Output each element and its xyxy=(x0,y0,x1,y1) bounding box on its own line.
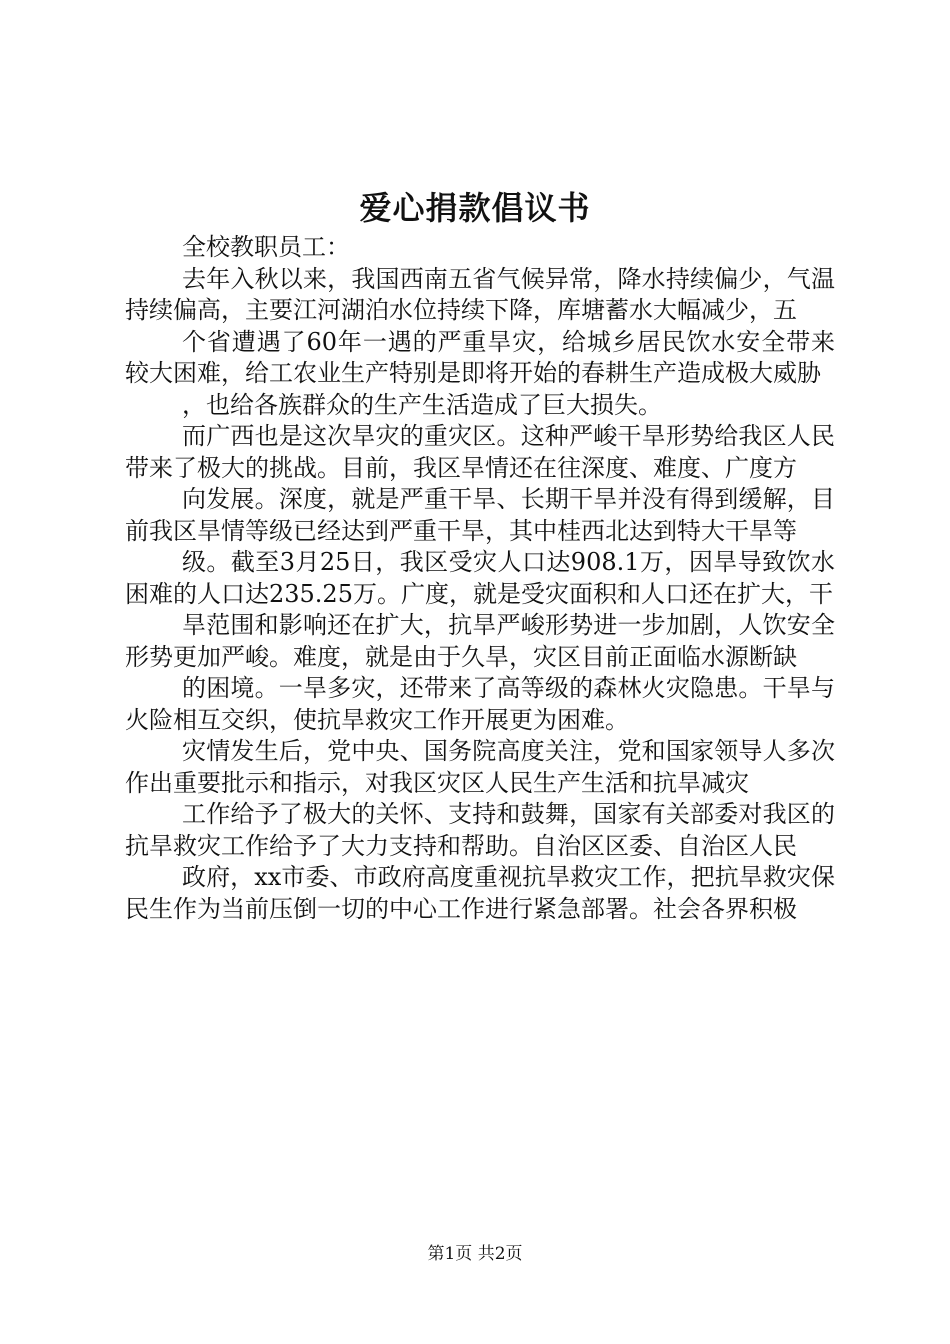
paragraph: 而广西也是这次旱灾的重灾区。这种严峻干旱形势给我区人民带来了极大的挑战。目前，我区旱情还在往深度、难度、广度方 xyxy=(125,422,835,482)
paragraph: 灾情发生后，党中央、国务院高度关注，党和国家领导人多次作出重要批示和指示，对我区灾区人民生产生活和抗旱减灾 xyxy=(125,737,835,797)
document-body xyxy=(125,232,835,925)
paragraph: 工作给予了极大的关怀、支持和鼓舞，国家有关部委对我区的抗旱救灾工作给予了大力支持和帮助。自治区区委、自治区人民 xyxy=(125,800,835,860)
paragraph: 个省遭遇了60年一遇的严重旱灾，给城乡居民饮水安全带来较大困难，给工农业生产特别是即将开始的春耕生产造成极大威胁 xyxy=(125,327,835,387)
paragraph: 的困境。一旱多灾，还带来了高等级的森林火灾隐患。干旱与火险相互交织，使抗旱救灾工作开展更为困难。 xyxy=(125,674,835,734)
salutation: 全校教职员工： xyxy=(182,233,350,261)
paragraph: 级。截至3月25日，我区受灾人口达908.1万，因旱导致饮水困难的人口达235.25万。广度，就是受灾面积和人口还在扩大，干 xyxy=(125,548,835,608)
paragraph: 向发展。深度，就是严重干旱、长期干旱并没有得到缓解，目前我区旱情等级已经达到严重干旱，其中桂西北达到特大干旱等 xyxy=(125,485,835,545)
paragraph: 旱范围和影响还在扩大，抗旱严峻形势进一步加剧，人饮安全形势更加严峻。难度，就是由于久旱，灾区目前正面临水源断缺 xyxy=(125,611,835,671)
paragraph: 政府，xx市委、市政府高度重视抗旱救灾工作，把抗旱救灾保民生作为当前压倒一切的中心工作进行紧急部署。社会各界积极 xyxy=(125,863,835,923)
page-number-footer: 第1页 共2页 xyxy=(427,1244,523,1264)
paragraph: 去年入秋以来，我国西南五省气候异常，降水持续偏少，气温持续偏高，主要江河湖泊水位持续下降，库塘蓄水大幅减少，五 xyxy=(125,264,835,324)
document-title: 爱心捐款倡议书 xyxy=(359,189,591,227)
paragraph: ，也给各族群众的生产生活造成了巨大损失。 xyxy=(182,390,662,419)
